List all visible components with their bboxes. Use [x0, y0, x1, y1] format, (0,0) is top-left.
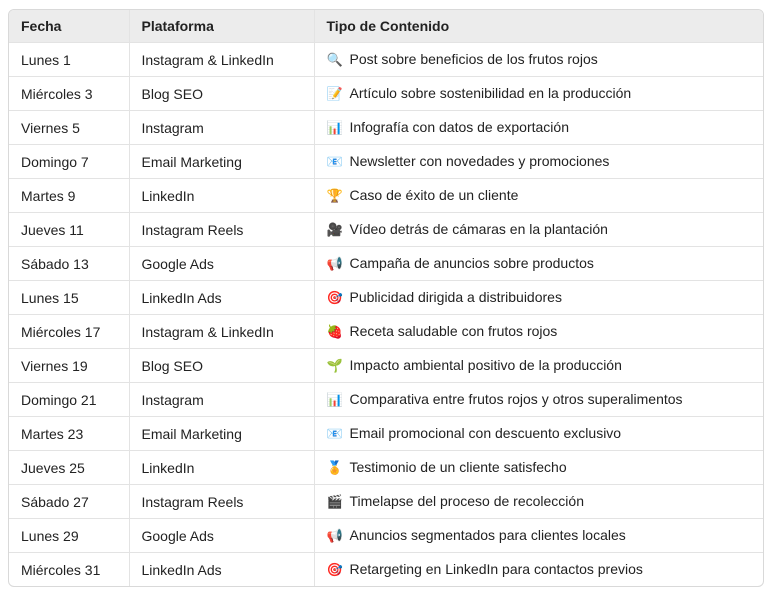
strawberry-icon: 🍓 [326, 324, 343, 339]
cell-plataforma: Instagram [129, 111, 314, 145]
bar-chart-icon: 📊 [326, 392, 343, 407]
contenido-text: Campaña de anuncios sobre productos [349, 255, 594, 271]
cell-contenido [314, 281, 763, 315]
cell-fecha: Jueves 25 [9, 451, 129, 485]
table-row [9, 179, 763, 213]
cell-contenido [314, 349, 763, 383]
cell-contenido [314, 213, 763, 247]
cell-plataforma: LinkedIn Ads [129, 281, 314, 315]
cell-fecha: Domingo 21 [9, 383, 129, 417]
cell-fecha: Sábado 13 [9, 247, 129, 281]
table-row [9, 213, 763, 247]
cell-fecha: Domingo 7 [9, 145, 129, 179]
cell-contenido [314, 43, 763, 77]
contenido-text: Infografía con datos de exportación [349, 119, 569, 135]
cell-fecha: Sábado 27 [9, 485, 129, 519]
cell-plataforma: Email Marketing [129, 417, 314, 451]
contenido-text: Receta saludable con frutos rojos [349, 323, 558, 339]
contenido-text: Retargeting en LinkedIn para contactos previos [349, 561, 643, 577]
table-row [9, 145, 763, 179]
header-tipo-contenido: Tipo de Contenido [314, 10, 763, 43]
cell-contenido [314, 383, 763, 417]
table-row [9, 417, 763, 451]
cell-fecha: Viernes 5 [9, 111, 129, 145]
contenido-text: Caso de éxito de un cliente [349, 187, 519, 203]
memo-icon: 📝 [326, 86, 343, 101]
table-row [9, 451, 763, 485]
cell-contenido [314, 485, 763, 519]
cell-contenido [314, 145, 763, 179]
contenido-text: Publicidad dirigida a distribuidores [349, 289, 562, 305]
cell-plataforma: Google Ads [129, 247, 314, 281]
medal-icon: 🏅 [326, 460, 343, 475]
email-icon: 📧 [326, 154, 343, 169]
cell-fecha: Miércoles 17 [9, 315, 129, 349]
target-icon: 🎯 [326, 290, 343, 305]
header-plataforma: Plataforma [129, 10, 314, 43]
cell-plataforma: LinkedIn Ads [129, 553, 314, 587]
trophy-icon: 🏆 [326, 188, 343, 203]
contenido-text: Vídeo detrás de cámaras en la plantación [349, 221, 608, 237]
contenido-text: Artículo sobre sostenibilidad en la producción [349, 85, 632, 101]
cell-contenido [314, 315, 763, 349]
cell-contenido [314, 417, 763, 451]
table-row [9, 519, 763, 553]
cell-plataforma: Blog SEO [129, 349, 314, 383]
table-row [9, 383, 763, 417]
cell-fecha: Martes 23 [9, 417, 129, 451]
table-row [9, 281, 763, 315]
table-row [9, 553, 763, 587]
table-row [9, 485, 763, 519]
cell-contenido [314, 519, 763, 553]
cell-plataforma: Instagram Reels [129, 485, 314, 519]
table-row [9, 77, 763, 111]
cell-contenido [314, 111, 763, 145]
contenido-text: Comparativa entre frutos rojos y otros superalimentos [349, 391, 683, 407]
table-row [9, 43, 763, 77]
cell-fecha: Lunes 15 [9, 281, 129, 315]
content-calendar-table-container [8, 9, 764, 587]
table-row [9, 111, 763, 145]
contenido-text: Email promocional con descuento exclusivo [349, 425, 622, 441]
contenido-text: Impacto ambiental positivo de la producción [349, 357, 622, 373]
header-fecha: Fecha [9, 10, 129, 43]
cell-fecha: Lunes 1 [9, 43, 129, 77]
table-row [9, 247, 763, 281]
cell-fecha: Viernes 19 [9, 349, 129, 383]
cell-contenido [314, 247, 763, 281]
cell-contenido [314, 77, 763, 111]
cell-contenido [314, 179, 763, 213]
contenido-text: Post sobre beneficios de los frutos rojos [349, 51, 598, 67]
cell-plataforma: Email Marketing [129, 145, 314, 179]
magnifier-icon: 🔍 [326, 52, 343, 67]
cell-fecha: Jueves 11 [9, 213, 129, 247]
cell-plataforma: Instagram [129, 383, 314, 417]
contenido-text: Newsletter con novedades y promociones [349, 153, 610, 169]
cell-contenido [314, 451, 763, 485]
contenido-text: Timelapse del proceso de recolección [349, 493, 584, 509]
email-icon: 📧 [326, 426, 343, 441]
cell-fecha: Lunes 29 [9, 519, 129, 553]
megaphone-icon: 📢 [326, 256, 343, 271]
bar-chart-icon: 📊 [326, 120, 343, 135]
cell-fecha: Miércoles 3 [9, 77, 129, 111]
cell-fecha: Martes 9 [9, 179, 129, 213]
cell-plataforma: LinkedIn [129, 451, 314, 485]
seedling-icon: 🌱 [326, 358, 343, 373]
clapperboard-icon: 🎬 [326, 494, 343, 509]
table-header-row [9, 10, 763, 43]
contenido-text: Anuncios segmentados para clientes locales [349, 527, 626, 543]
cell-plataforma: Instagram & LinkedIn [129, 43, 314, 77]
cell-plataforma: Instagram Reels [129, 213, 314, 247]
cell-plataforma: Google Ads [129, 519, 314, 553]
table-row [9, 349, 763, 383]
contenido-text: Testimonio de un cliente satisfecho [349, 459, 567, 475]
content-calendar-table [9, 10, 763, 586]
table-row [9, 315, 763, 349]
cell-contenido [314, 553, 763, 587]
cell-plataforma: LinkedIn [129, 179, 314, 213]
video-camera-icon: 🎥 [326, 222, 343, 237]
megaphone-icon: 📢 [326, 528, 343, 543]
cell-plataforma: Instagram & LinkedIn [129, 315, 314, 349]
cell-plataforma: Blog SEO [129, 77, 314, 111]
target-icon: 🎯 [326, 562, 343, 577]
cell-fecha: Miércoles 31 [9, 553, 129, 587]
